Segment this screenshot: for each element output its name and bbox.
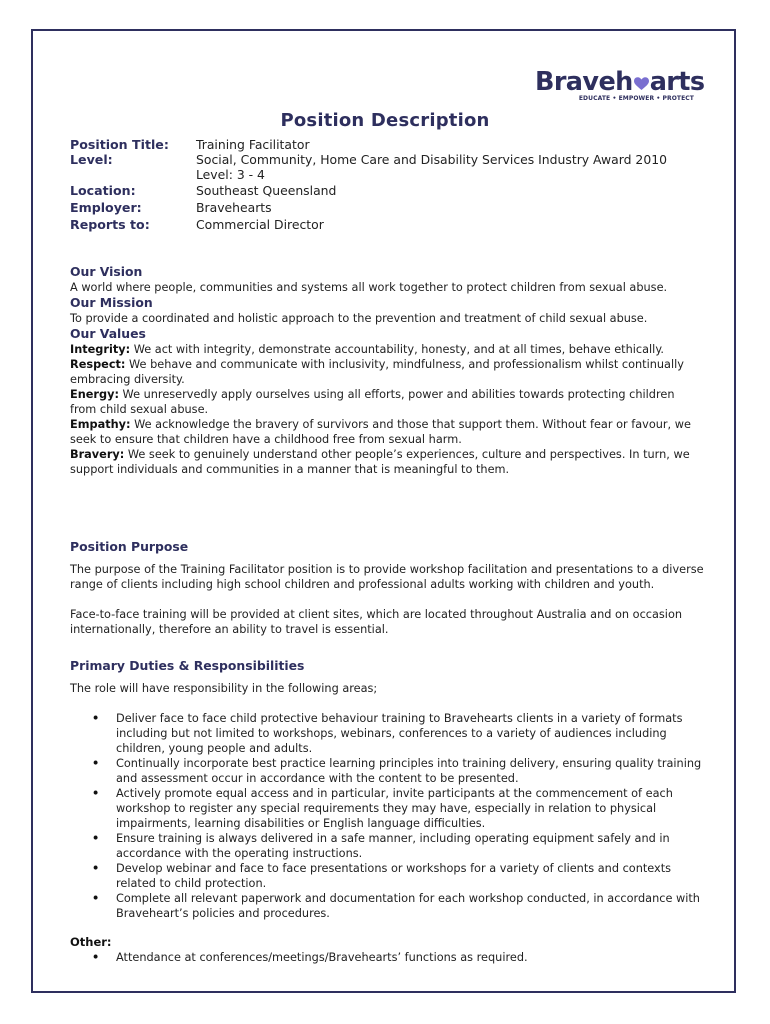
list-item: • Deliver face to face child protective behaviour training to Bravehearts clients in a variety of formats including but not limited to workshops, webinars, conferences to a variety of audiences including children, young people and adults. <box>116 711 704 756</box>
duties-intro: The role will have responsibility in the following areas; <box>70 682 378 695</box>
detail-value: Bravehearts <box>196 200 272 215</box>
detail-value: Training Facilitator <box>196 137 310 152</box>
other-section <box>70 935 704 965</box>
value-item <box>70 387 704 417</box>
purpose-heading: Position Purpose <box>70 539 189 554</box>
purpose-paragraph: The purpose of the Training Facilitator position is to provide workshop facilitation and presentations to a diverse range of clients including high school children and professional adults working with children and youth. <box>70 563 704 591</box>
detail-row <box>70 217 710 232</box>
detail-label: Level: <box>70 152 113 167</box>
list-item: • Develop webinar and face to face presentations or workshops for a variety of clients and contexts related to child protection. <box>116 861 704 891</box>
value-name: Respect: <box>70 358 126 371</box>
value-text: We acknowledge the bravery of survivors and those that support them. Without fear or favour, we seek to ensure that children have a childhood free from sexual harm. <box>70 418 691 446</box>
list-item: • Actively promote equal access and in particular, invite participants at the commencement of each workshop to register any special requirements they may have, especially in relation to physical impairments, learning disabilities or English language difficulties. <box>116 786 704 831</box>
other-heading: Other: <box>70 935 112 949</box>
detail-value: Commercial Director <box>196 217 324 232</box>
position-details <box>70 137 710 232</box>
other-list <box>70 950 704 965</box>
organisation-section <box>70 264 704 477</box>
duties-heading: Primary Duties & Responsibilities <box>70 658 305 673</box>
value-text: We behave and communicate with inclusivity, mindfulness, and professionalism whilst continually embracing diversity. <box>70 358 684 386</box>
list-item: • Continually incorporate best practice learning principles into training delivery, ensuring quality training and assessment occur in accordance with the content to be presented. <box>116 756 704 786</box>
level-award: Social, Community, Home Care and Disability Services Industry Award 2010 <box>196 152 667 167</box>
detail-label: Employer: <box>70 200 142 215</box>
value-text: We seek to genuinely understand other people’s experiences, culture and perspectives. In turn, we support individuals and communities in a manner that is meaningful to them. <box>70 448 690 476</box>
list-item: • Ensure training is always delivered in a safe manner, including operating equipment safely and in accordance with the operating instructions. <box>116 831 704 861</box>
value-text: We act with integrity, demonstrate accountability, honesty, and at all times, behave ethically. <box>130 343 664 356</box>
purpose-paragraph: Face-to-face training will be provided at client sites, which are located throughout Australia and on occasion internationally, therefore an ability to travel is essential. <box>70 608 683 636</box>
value-item <box>70 342 704 357</box>
duties-list <box>70 711 704 921</box>
value-name: Empathy: <box>70 418 131 431</box>
list-item: • Complete all relevant paperwork and documentation for each workshop conducted, in accordance with Braveheart’s policies and procedures. <box>116 891 704 921</box>
value-name: Energy: <box>70 388 119 401</box>
logo-tagline: EDUCATE • EMPOWER • PROTECT <box>578 95 694 102</box>
value-name: Bravery: <box>70 448 125 461</box>
value-item <box>70 447 704 477</box>
detail-row <box>70 137 710 152</box>
level-range: Level: 3 - 4 <box>196 167 265 182</box>
list-item: • Attendance at conferences/meetings/Bravehearts’ functions as required. <box>116 950 704 965</box>
duties-section <box>70 658 704 921</box>
detail-row <box>70 152 710 182</box>
mission-heading: Our Mission <box>70 295 153 310</box>
detail-label: Location: <box>70 183 136 198</box>
detail-row <box>70 200 710 215</box>
value-item <box>70 357 704 387</box>
detail-label: Position Title: <box>70 137 169 152</box>
detail-label: Reports to: <box>70 217 150 232</box>
value-item <box>70 417 704 447</box>
document-title: Position Description <box>280 110 490 131</box>
value-text: We unreservedly apply ourselves using all efforts, power and abilities towards protecting children from child sexual abuse. <box>70 388 675 416</box>
logo-wordmark: Braveh arts <box>535 67 705 97</box>
bravehearts-logo <box>535 67 705 102</box>
vision-heading: Our Vision <box>70 264 143 279</box>
value-name: Integrity: <box>70 343 131 356</box>
detail-row <box>70 183 710 198</box>
heart-icon <box>634 77 649 91</box>
detail-value <box>196 152 667 182</box>
vision-text: A world where people, communities and systems all work together to protect children from sexual abuse. <box>70 281 668 294</box>
detail-value: Southeast Queensland <box>196 183 337 198</box>
purpose-section <box>70 539 704 637</box>
mission-text: To provide a coordinated and holistic approach to the prevention and treatment of child sexual abuse. <box>70 312 648 325</box>
values-heading: Our Values <box>70 326 146 341</box>
